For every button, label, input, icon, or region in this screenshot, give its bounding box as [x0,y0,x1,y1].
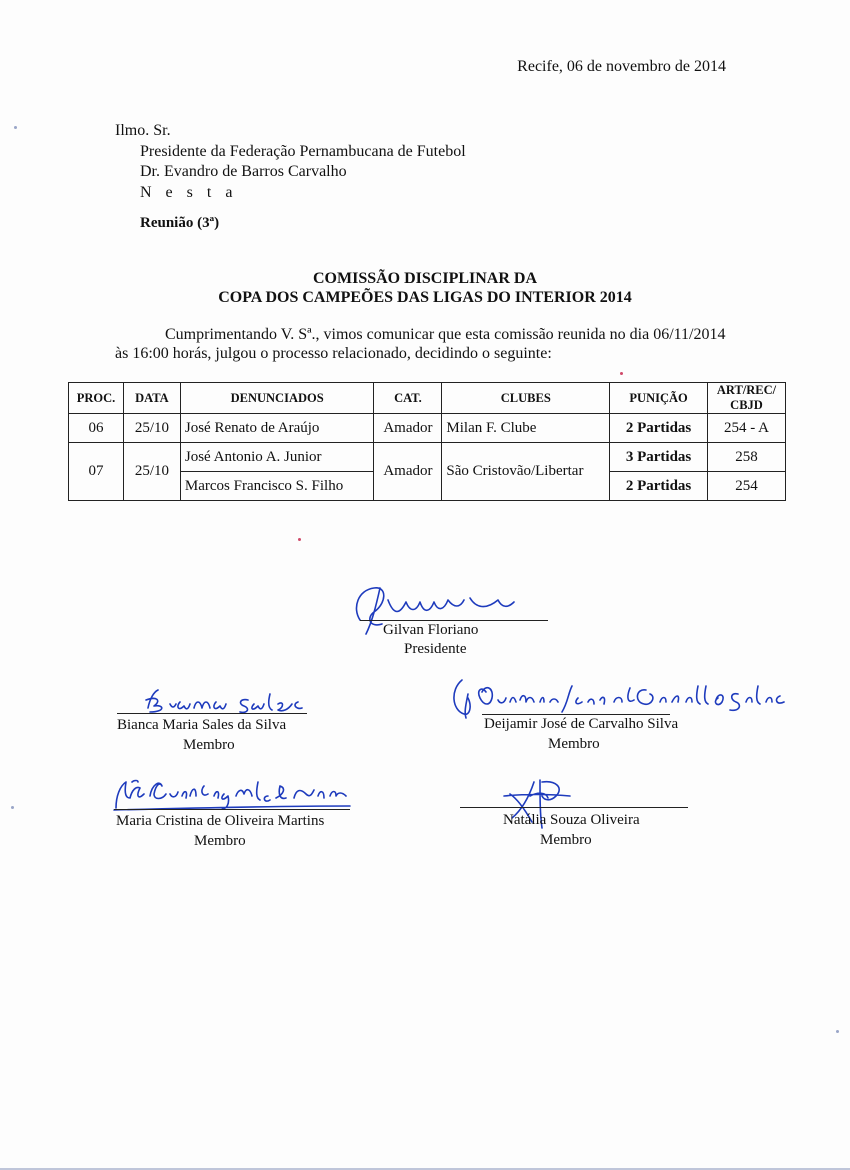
scan-speck [298,538,301,541]
header-clubes: CLUBES [442,383,610,414]
cell-punicao: 2 Partidas [610,414,708,443]
member2-role: Membro [548,736,600,752]
cell-proc: 06 [69,414,124,443]
cell-art: 254 [708,472,786,501]
header-cat: CAT. [374,383,442,414]
meeting-label: Reunião (3ª) [140,215,220,231]
member2-name: Deijamir José de Carvalho Silva [484,716,679,732]
member1-signature-line [117,713,307,714]
member3-signature-line [114,809,350,810]
table-header-row [69,383,786,414]
document-title-line1: COMISSÃO DISCIPLINAR DA [312,270,538,287]
member3-signature [110,768,355,814]
cell-denunciado: Marcos Francisco S. Filho [180,472,374,501]
cell-denunciado: José Renato de Araújo [180,414,374,443]
cell-data: 25/10 [123,414,180,443]
cell-art: 254 - A [708,414,786,443]
member3-name: Maria Cristina de Oliveira Martins [116,813,325,829]
date-line: Recife, 06 de novembro de 2014 [517,58,726,75]
recipient-name: Dr. Evandro de Barros Carvalho [140,163,347,180]
member4-name: Natália Souza Oliveira [503,812,640,828]
header-proc: PROC. [69,383,124,414]
scan-speck [11,806,14,809]
header-punicao: PUNIÇÃO [610,383,708,414]
scan-speck [836,1030,839,1033]
member1-signature [140,686,310,720]
intro-paragraph [115,325,775,363]
cell-proc: 07 [69,443,124,501]
president-role: Presidente [404,641,467,657]
address-block [115,121,466,203]
document-title-line2: COPA DOS CAMPEÕES DAS LIGAS DO INTERIOR 2014 [218,289,632,306]
cell-denunciado: José Antonio A. Junior [180,443,374,472]
scan-speck [620,372,623,375]
cell-clube: São Cristovão/Libertar [442,443,610,501]
header-data: DATA [123,383,180,414]
intro-line1: Cumprimentando V. Sª., vimos comunicar que esta comissão reunida no dia 06/11/2014 [165,326,726,343]
table-row [69,414,786,443]
president-name: Gilvan Floriano [383,622,479,638]
cell-clube: Milan F. Clube [442,414,610,443]
recipient-location: N e s t a [140,183,238,201]
header-denunciados: DENUNCIADOS [180,383,374,414]
member1-name: Bianca Maria Sales da Silva [117,717,287,733]
header-art: ART/REC/ CBJD [708,383,786,414]
scan-speck [14,126,17,129]
member1-role: Membro [183,737,235,753]
cell-punicao: 2 Partidas [610,472,708,501]
member4-role: Membro [540,832,592,848]
table-row [69,443,786,472]
cell-cat: Amador [374,443,442,501]
intro-line2: às 16:00 horás, julgou o processo relacionado, decidindo o seguinte: [115,345,552,362]
cell-punicao: 3 Partidas [610,443,708,472]
salutation: Ilmo. Sr. [115,122,171,139]
cell-data: 25/10 [123,443,180,501]
member3-role: Membro [194,833,246,849]
cell-art: 258 [708,443,786,472]
recipient-title: Presidente da Federação Pernambucana de Futebol [140,142,466,160]
member4-signature-line [460,807,688,808]
judgment-table [68,382,786,501]
cell-cat: Amador [374,414,442,443]
